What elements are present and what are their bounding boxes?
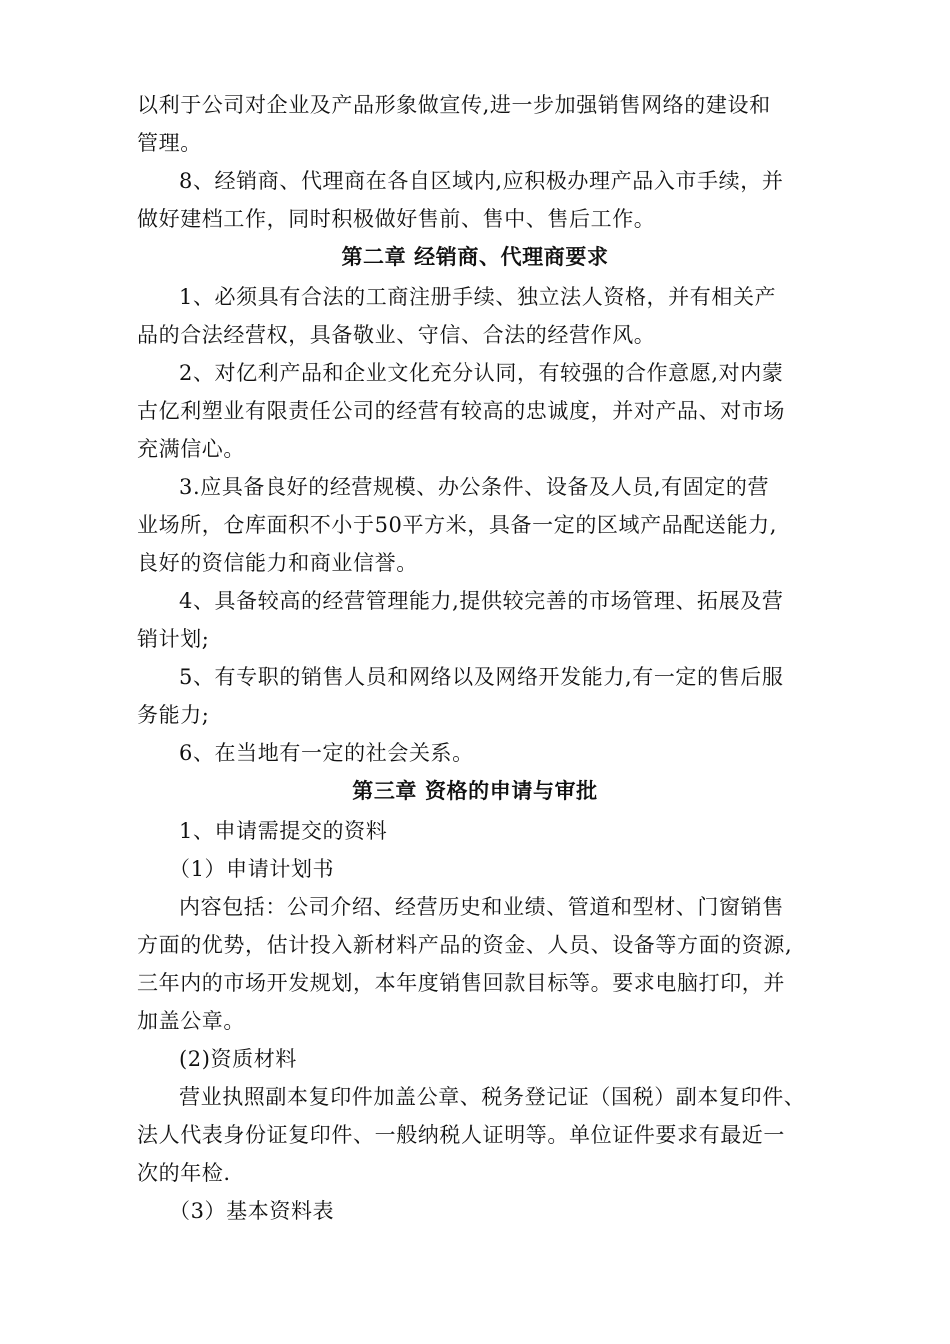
paragraph-line: 内容包括：公司介绍、经营历史和业绩、管道和型材、门窗销售	[179, 895, 784, 919]
paragraph-line: 5、有专职的销售人员和网络以及网络开发能力,有一定的售后服	[179, 665, 784, 689]
paragraph-line: 业场所，仓库面积不小于50平方米，具备一定的区域产品配送能力,	[137, 513, 777, 537]
paragraph-line: 加盖公章。	[137, 1009, 245, 1033]
paragraph-line: 次的年检.	[137, 1161, 231, 1185]
paragraph-line: 品的合法经营权，具备敬业、守信、合法的经营作风。	[137, 323, 656, 347]
paragraph-line: 2、对亿利产品和企业文化充分认同，有较强的合作意愿,对内蒙	[179, 361, 784, 385]
paragraph-line: 以利于公司对企业及产品形象做宣传,进一步加强销售网络的建设和	[137, 93, 771, 117]
paragraph-line: 务能力;	[137, 703, 210, 727]
paragraph-line: 管理。	[137, 131, 202, 155]
chapter-2-heading: 第二章 经销商、代理商要求	[341, 244, 609, 269]
paragraph-line: 三年内的市场开发规划，本年度销售回款目标等。要求电脑打印，并	[137, 971, 785, 995]
paragraph-line: 1、申请需提交的资料	[179, 819, 388, 843]
paragraph-line: 营业执照副本复印件加盖公章、税务登记证（国税）副本复印件、	[179, 1085, 806, 1109]
paragraph-line: 8、经销商、代理商在各自区域内,应积极办理产品入市手续，并	[179, 169, 784, 193]
paragraph-line: 方面的优势，估计投入新材料产品的资金、人员、设备等方面的资源,	[137, 933, 793, 957]
paragraph-line: （3）基本资料表	[169, 1199, 335, 1223]
chapter-3-heading: 第三章 资格的申请与审批	[352, 778, 598, 803]
paragraph-line: 4、具备较高的经营管理能力,提供较完善的市场管理、拓展及营	[179, 589, 784, 613]
paragraph-line: 充满信心。	[137, 437, 245, 461]
paragraph-line: 法人代表身份证复印件、一般纳税人证明等。单位证件要求有最近一	[137, 1123, 785, 1147]
paragraph-line: 做好建档工作，同时积极做好售前、售中、售后工作。	[137, 207, 656, 231]
paragraph-line: 1、必须具有合法的工商注册手续、独立法人资格，并有相关产	[179, 285, 777, 309]
paragraph-line: 良好的资信能力和商业信誉。	[137, 551, 418, 575]
paragraph-line: （1）申请计划书	[169, 857, 335, 881]
paragraph-line: 6、在当地有一定的社会关系。	[179, 741, 474, 765]
paragraph-line: 古亿利塑业有限责任公司的经营有较高的忠诚度，并对产品、对市场	[137, 399, 785, 423]
paragraph-line: 销计划;	[137, 627, 210, 651]
paragraph-line: (2)资质材料	[179, 1047, 297, 1071]
paragraph-line: 3.应具备良好的经营规模、办公条件、设备及人员,有固定的营	[179, 475, 770, 499]
